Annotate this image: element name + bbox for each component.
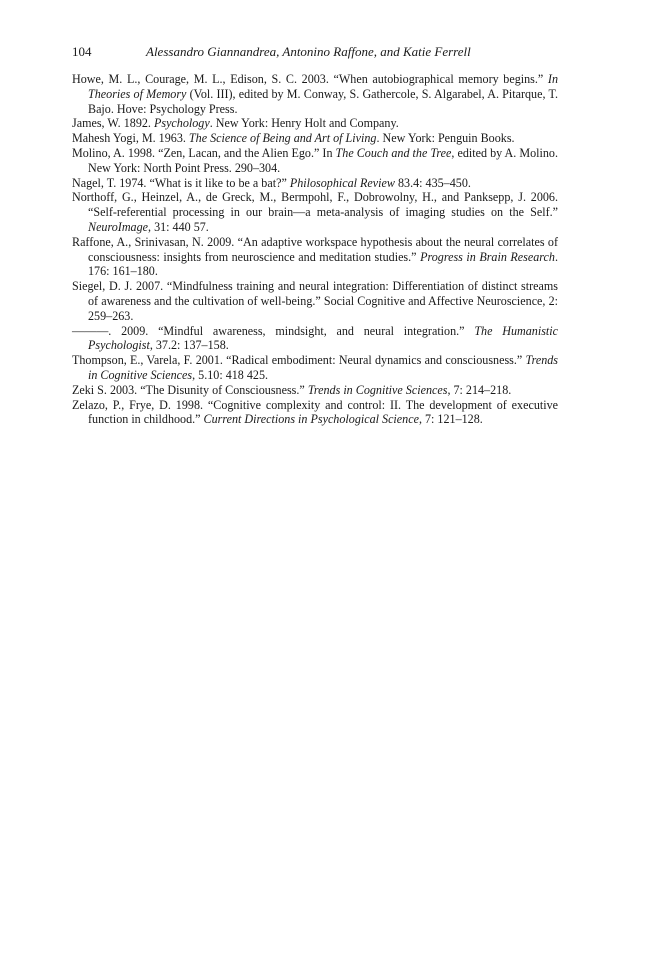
reference-text: , 5.10: 418 425. [192,367,269,382]
reference-entry [72,324,558,354]
reference-text: Howe, M. L., Courage, M. L., Edison, S. C. 2003. “When autobiographical memory begins.” [72,72,548,86]
reference-text: . New York: Henry Holt and Company. [209,116,399,131]
reference-title-italic: In Theories of Memory [88,72,558,101]
reference-text: Zelazo, P., Frye, D. 1998. “Cognitive complexity and control: II. The development of executive function in childhood.” [72,397,558,427]
running-head [72,44,558,60]
reference-text: Molino, A. 1998. “Zen, Lacan, and the Alien Ego.” In [72,145,336,160]
reference-title-italic: The Couch and the Tree [335,145,452,160]
running-title: Alessandro Giannandrea, Antonino Raffone, and Katie Ferrell [146,44,471,59]
reference-text: . 176: 161–180. [88,249,558,279]
reference-text: Northoff, G., Heinzel, A., de Greck, M., Bermpohl, F., Dobrowolny, H., and Panksepp, J. 2006. “Self-referential processing in our brain—a meta-analysis of imaging studies on the Self.” [72,190,558,220]
reference-text: ———. 2009. “Mindful awareness, mindsight, and neural integration.” [72,323,475,338]
reference-text: , 31: 440 57. [148,219,209,234]
book-page [72,44,558,427]
reference-entry [72,353,558,383]
reference-entry [72,131,558,146]
reference-text: James, W. 1892. [72,116,154,131]
reference-title-italic: Trends in Cognitive Sciences [307,382,448,397]
reference-text: Nagel, T. 1974. “What is it like to be a bat?” [72,175,290,190]
reference-entry [72,398,558,428]
reference-entry [72,235,558,279]
reference-text: 83.4: 435–450. [394,175,471,190]
page-number: 104 [72,44,92,59]
reference-text: (Vol. III), edited by M. Conway, S. Gathercole, S. Algarabel, A. Pitarque, T. Bajo. Hove: Psychology Press. [88,86,558,116]
reference-title-italic: Progress in Brain Research [420,249,555,264]
reference-entry [72,176,558,191]
reference-title-italic: Psychology [153,116,210,131]
reference-text: , 37.2: 137–158. [149,338,229,353]
reference-title-italic: Trends in Cognitive Sciences [88,353,558,382]
reference-text: , 7: 214–218. [447,382,512,397]
reference-text: Zeki S. 2003. “The Disunity of Consciousness.” [72,382,308,397]
reference-entry [72,146,558,176]
reference-title-italic: The Science of Being and Art of Living [188,131,377,146]
reference-text: Raffone, A., Srinivasan, N. 2009. “An adaptive workspace hypothesis about the neural correlates of consciousness: insights from neuroscience and meditation studies.” [72,234,558,264]
reference-entry [72,116,558,131]
reference-text: . New York: Penguin Books. [376,131,515,146]
reference-entry [72,72,558,116]
reference-title-italic: NeuroImage [88,219,149,234]
reference-entry [72,383,558,398]
reference-list [72,72,558,427]
reference-title-italic: Current Directions in Psychological Science [203,412,419,427]
reference-text: , edited by A. Molino. New York: North Point Press. 290–304. [88,145,558,175]
reference-entry [72,190,558,234]
reference-title-italic: The Humanistic Psychologist [88,323,558,353]
reference-text: Thompson, E., Varela, F. 2001. “Radical embodiment: Neural dynamics and consciousness.” [72,353,526,368]
reference-entry [72,279,558,323]
reference-text: Siegel, D. J. 2007. “Mindfulness training and neural integration: Differentiation of distinct streams of awareness and the cultivation of well-being.” Social Cognitive and Affective Neuroscience, 2: 259–263. [72,279,558,323]
reference-text: , 7: 121–128. [418,412,483,427]
reference-title-italic: Philosophical Review [289,175,395,190]
reference-text: Mahesh Yogi, M. 1963. [72,131,189,146]
